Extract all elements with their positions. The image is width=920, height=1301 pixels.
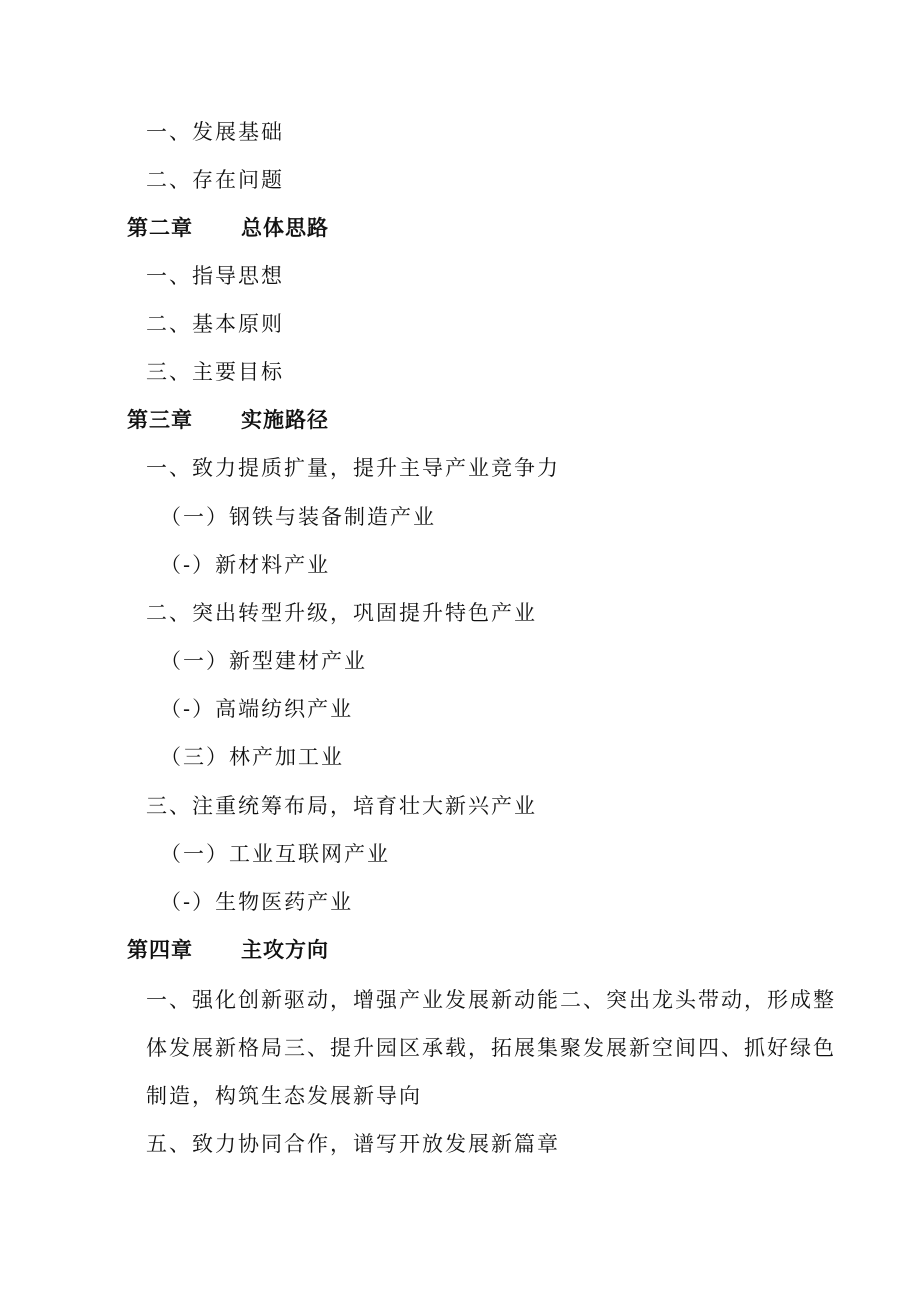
toc-entry-section: 二、突出转型升级，巩固提升特色产业 (146, 601, 537, 625)
toc-entry-main-goals: 三、主要目标 (146, 360, 284, 384)
chapter-number: 第二章 (127, 215, 193, 240)
toc-entry-subsection: （三）林产加工业 (160, 745, 344, 769)
toc-entry-existing-problems: 二、存在问题 (146, 168, 284, 192)
toc-paragraph-merged-entries: 一、强化创新驱动，增强产业发展新动能二、突出龙头带动，形成整体发展新格局三、提升园区承载，拓展集聚发展新空间四、抓好绿色制造，构筑生态发展新导向 (146, 988, 836, 1108)
toc-entry-guiding-ideology: 一、指导思想 (146, 264, 284, 288)
chapter-title: 主攻方向 (241, 937, 329, 962)
chapter-title: 总体思路 (241, 215, 329, 240)
toc-entry-subsection: （一）钢铁与装备制造产业 (160, 505, 436, 529)
toc-entry-subsection: （-）新材料产业 (160, 553, 331, 577)
chapter-heading-2 (127, 214, 329, 242)
toc-entry-subsection: （一）新型建材产业 (160, 649, 367, 673)
chapter-number: 第四章 (127, 937, 193, 962)
toc-entry-section: 五、致力协同合作，谱写开放发展新篇章 (146, 1132, 560, 1156)
toc-entry-subsection: （-）高端纺织产业 (160, 697, 354, 721)
toc-entry-subsection: （一）工业互联网产业 (160, 842, 390, 866)
chapter-title: 实施路径 (241, 407, 329, 432)
toc-entry-section: 一、致力提质扩量，提升主导产业竞争力 (146, 456, 560, 480)
toc-entry-basic-principles: 二、基本原则 (146, 312, 284, 336)
chapter-heading-4 (127, 936, 329, 964)
toc-entry-subsection: （-）生物医药产业 (160, 890, 354, 914)
chapter-heading-3 (127, 406, 329, 434)
toc-entry-section: 三、注重统筹布局，培育壮大新兴产业 (146, 794, 537, 818)
toc-entry-development-basis: 一、发展基础 (146, 120, 284, 144)
chapter-number: 第三章 (127, 407, 193, 432)
